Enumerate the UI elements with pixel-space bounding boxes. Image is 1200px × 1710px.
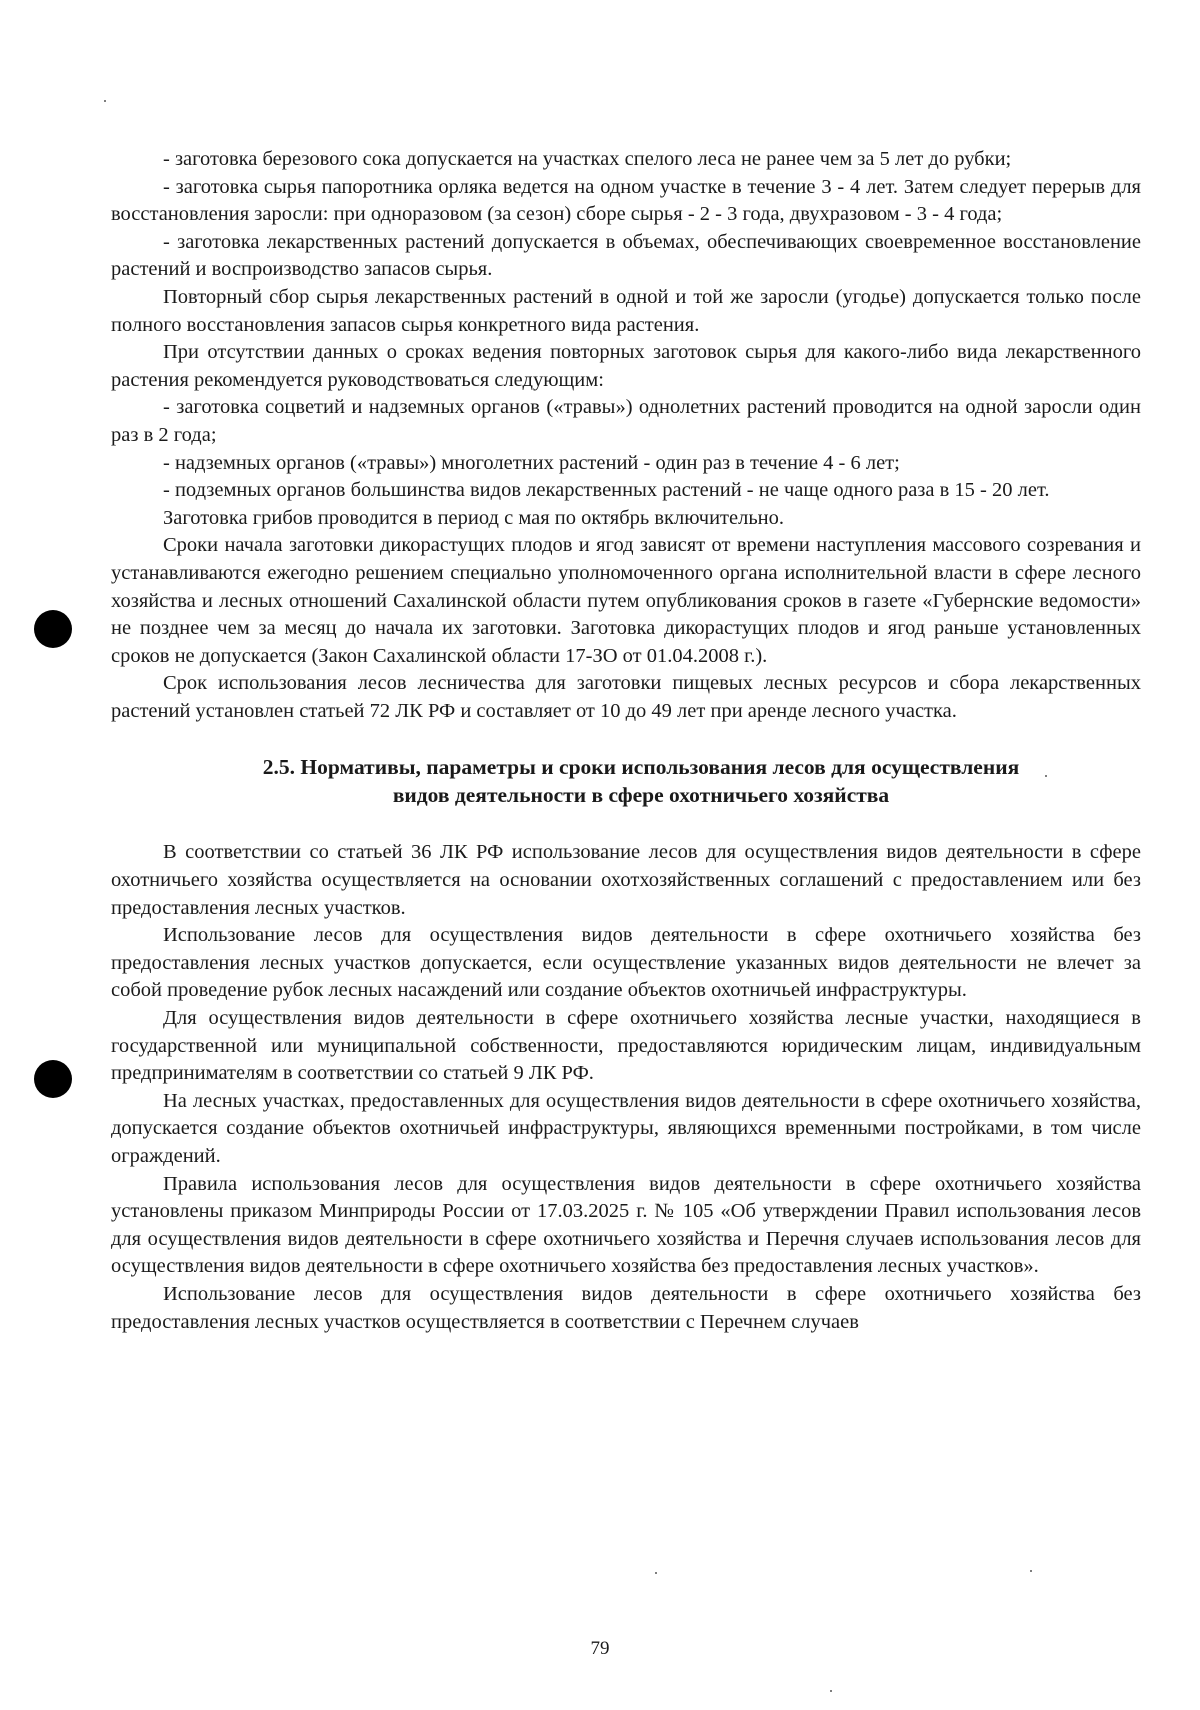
punch-hole-bottom — [34, 1060, 72, 1098]
paragraph-plots-provided: Для осуществления видов деятельности в сфере охотничьего хозяйства лесные участки, находящиеся в государственной или муниципальной собственности, предоставляются юридическим лицам, индивидуальным предпринимателям в соответствии со статьей 9 ЛК РФ. — [111, 1007, 1141, 1085]
scan-speck — [104, 100, 106, 102]
paragraph-list-of-cases: Использование лесов для осуществления видов деятельности в сфере охотничьего хозяйства без предоставления лесных участков осуществляется в соответствии с Перечнем случаев — [111, 1282, 1141, 1333]
section-heading-line-2: видов деятельности в сфере охотничьего хозяйства — [392, 783, 890, 808]
paragraph-rules-order: Правила использования лесов для осуществления видов деятельности в сфере охотничьего хозяйства установлены приказом Минприроды России от 17.03.2025 г. № 105 «Об утверждении Правил использования лесов для осуществления видов деятельности в сфере охотничьего хозяйства и Перечня случаев использования лесов для осуществления видов деятельности в сфере охотничьего хозяйства без предоставления лесных участков». — [111, 1172, 1141, 1278]
paragraph-bracken-fern: - заготовка сырья папоротника орляка ведется на одном участке в течение 3 - 4 лет. Затем следует перерыв для восстановления заросли: при одноразовом (за сезон) сборе сырья - 2 - 3 года, двухразовом - 3 - 4 года; — [111, 175, 1141, 226]
section-heading-line-1: 2.5. Нормативы, параметры и сроки использования лесов для осуществления — [262, 755, 1020, 780]
paragraph-article-36: В соответствии со статьей 36 ЛК РФ использование лесов для осуществления видов деятельности в сфере охотничьего хозяйства осуществляется на основании охотхозяйственных соглашений с предоставлением или без предоставления лесных участков. — [111, 841, 1141, 919]
page-number: 79 — [590, 1638, 610, 1659]
section-heading — [111, 753, 1141, 809]
paragraph-usage-term: Срок использования лесов лесничества для заготовки пищевых лесных ресурсов и сбора лекарственных растений установлен статьей 72 ЛК РФ и составляет от 10 до 49 лет при аренде лесного участка. — [111, 672, 1141, 722]
paragraph-no-data-guidance: При отсутствии данных о сроках ведения повторных заготовок сырья для какого-либо вида лекарственного растения рекомендуется руководствоваться следующим: — [111, 341, 1141, 391]
paragraph-without-plots: Использование лесов для осуществления видов деятельности в сфере охотничьего хозяйства без предоставления лесных участков допускается, если осуществление указанных видов деятельности не влечет за собой проведение рубок лесных насаждений или создание объектов охотничьей инфраструктуры. — [111, 924, 1141, 1002]
paragraph-medicinal-volume: - заготовка лекарственных растений допускается в объемах, обеспечивающих своевременное восстановление растений и воспроизводство запасов сырья. — [111, 230, 1141, 281]
scan-speck — [1030, 1570, 1032, 1572]
paragraph-underground-organs: - подземных органов большинства видов лекарственных растений - не чаще одного раза в 15 - 20 лет. — [163, 479, 1050, 502]
scan-speck — [1045, 775, 1047, 777]
paragraph-mushrooms: Заготовка грибов проводится в период с мая по октябрь включительно. — [163, 506, 785, 529]
paragraph-annual-plants: - заготовка соцветий и надземных органов («травы») однолетних растений проводится на одной заросли один раз в 2 года; — [111, 396, 1141, 446]
paragraph-infrastructure: На лесных участках, предоставленных для осуществления видов деятельности в сфере охотничьего хозяйства, допускается создание объектов охотничьей инфраструктуры, являющихся временными постройками, в том числе ограждений. — [111, 1089, 1141, 1167]
paragraph-wild-fruits: Сроки начала заготовки дикорастущих плодов и ягод зависят от времени наступления массового созревания и устанавливаются ежегодно решением специально уполномоченного органа исполнительной власти в сфере лесного хозяйства и лесных отношений Сахалинской области путем опубликования сроков в газете «Губернские ведомости» не позднее чем за месяц до начала их заготовки. Заготовка дикорастущих плодов и ягод раньше установленных сроков не допускается (Закон Сахалинской области 17-ЗО от 01.04.2008 г.). — [111, 534, 1141, 667]
scan-speck — [830, 1690, 832, 1692]
scan-speck — [655, 1572, 657, 1574]
punch-hole-top — [34, 610, 72, 648]
paragraph-repeated-collection: Повторный сбор сырья лекарственных растений в одной и той же заросли (угодье) допускается только после полного восстановления запасов сырья конкретного вида растения. — [111, 285, 1141, 336]
page-body — [111, 146, 1141, 1336]
paragraph-perennial-plants: - надземных органов («травы») многолетних растений - один раз в течение 4 - 6 лет; — [163, 451, 900, 474]
paragraph-birch-sap: - заготовка березового сока допускается на участках спелого леса не ранее чем за 5 лет до рубки; — [163, 148, 1012, 170]
